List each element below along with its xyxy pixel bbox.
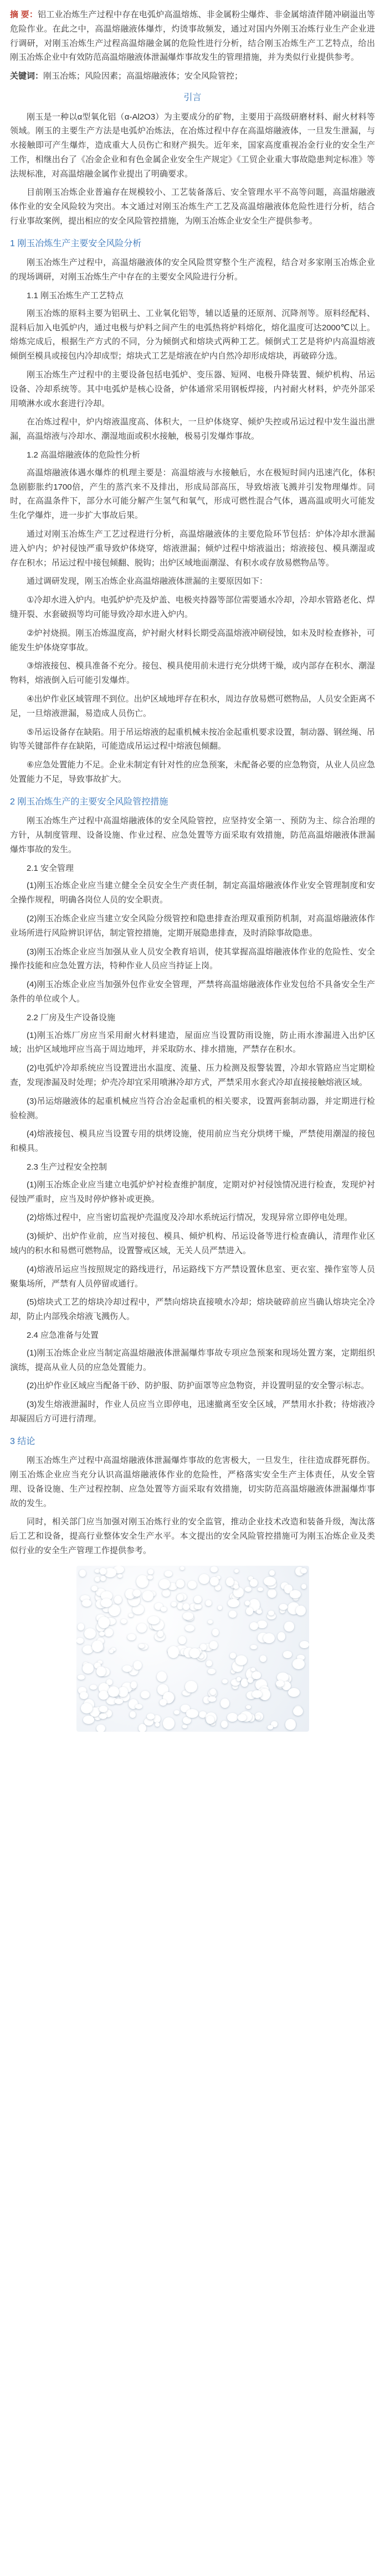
granule: [183, 1717, 191, 1724]
granule: [98, 1617, 110, 1628]
subsection-title: 1.1 刚玉冶炼生产工艺特点: [27, 290, 124, 300]
paragraph: ③熔液接包、模具准备不充分。接包、模具使用前未进行充分烘烤干燥，或内部存在积水、潮湿物料，熔液倒入后可能引发爆炸。: [10, 661, 375, 685]
section-paragraph: 刚玉冶炼生产过程中高温熔融液体的安全风险管控，应坚持安全第一、预防为主、综合治理的方针，从制度管理、设备设施、作业过程、应急处置等方面采取有效措施，防范高温熔融液体泄漏爆炸事故的发生。: [10, 816, 375, 854]
granule: [178, 1636, 186, 1644]
granule: [163, 1717, 174, 1730]
paragraph: (1)刚玉冶炼企业应当建立健全全员安全生产责任制，制定高温熔融液体作业安全管理制度和安全操作规程，明确各岗位人员的安全职责。: [10, 881, 375, 905]
granule: [194, 1596, 202, 1603]
granule: [84, 1628, 96, 1639]
section-1: [10, 236, 375, 787]
granule: [148, 1569, 154, 1575]
granule: [228, 1599, 239, 1607]
granule: [168, 1646, 179, 1658]
paragraph: (1)刚玉冶炼厂房应当采用耐火材料建造，屋面应当设置防雨设施，防止雨水渗漏进入出炉区域；出炉区域地坪应当高于周边地坪，并采取防水、排水措施，严禁存在积水。: [10, 1030, 375, 1055]
granule: [183, 1603, 189, 1610]
granule: [109, 1604, 120, 1616]
granule: [100, 1576, 106, 1581]
granule: [185, 1681, 197, 1692]
paragraph: 在冶炼过程中，炉内熔液温度高、体积大，一旦炉体烧穿、倾炉失控或吊运过程中发生溢出泄漏，高温熔液与冷却水、潮湿地面或积水接触，极易引发爆炸事故。: [10, 417, 375, 442]
granule: [194, 1604, 202, 1609]
granule: [131, 1681, 137, 1688]
granule: [268, 1611, 275, 1616]
granule: [99, 1691, 109, 1700]
granule: [235, 1655, 247, 1665]
paragraph: 同时，相关部门应当加强对刚玉冶炼行业的安全监管，推动企业技术改造和装备升级，淘汰落后工艺和设备，提高行业整体安全生产水平。本文提出的安全风险管控措施可为刚玉冶炼企业及类似行业的安全生产管理工作提供参考。: [10, 1517, 375, 1555]
granule: [155, 1722, 160, 1726]
granule: [100, 1568, 106, 1574]
granule: [246, 1607, 253, 1615]
granule: [114, 1596, 122, 1604]
granule: [92, 1640, 104, 1652]
granule: [165, 1571, 172, 1577]
granule: [157, 1671, 167, 1682]
subsection-title: 2.3 生产过程安全控制: [27, 1162, 107, 1172]
paragraph: 刚玉冶炼的原料主要为铝矾土、工业氧化铝等，辅以适量的还原剂、沉降剂等。原料经配料、混料后加入电弧炉内，通过电极与炉料之间产生的电弧热将炉料熔化，熔化温度可达2000℃以上。熔炼完成后，根据生产方式的不同，分为倾倒式和熔块式两种工艺。倾倒式工艺是将炉内高温熔液倾倒至模具或接包内冷却成型；熔块式工艺是熔液在炉内自然冷却形成熔块，再破碎分选。: [10, 308, 375, 361]
granule: [230, 1653, 236, 1658]
granule: [226, 1577, 234, 1586]
granule: [188, 1581, 197, 1590]
granule: [90, 1685, 97, 1690]
granule: [252, 1690, 262, 1698]
granule: [133, 1590, 141, 1597]
granule: [210, 1577, 219, 1586]
granule: [206, 1716, 214, 1724]
paragraph: (2)刚玉冶炼企业应当建立安全风险分级管控和隐患排查治理双重预防机制，对高温熔融液体作业场所进行风险辨识评估，制定管控措施，定期开展隐患排查，及时消除事故隐患。: [10, 913, 375, 938]
paragraph: (3)倾炉、出炉作业前，应当对接包、模具、倾炉机构、吊运设备等进行检查确认，清理作业区域内的积水和易燃可燃物品，设置警戒区域，无关人员严禁进入。: [10, 1232, 375, 1255]
granule: [292, 1659, 305, 1669]
granule: [122, 1665, 132, 1672]
granule: [260, 1655, 266, 1662]
granule: [252, 1671, 261, 1679]
granule: [78, 1675, 84, 1680]
paragraph: (2)出炉作业区域应当配备干砂、防护服、防护面罩等应急物资，并设置明显的安全警示标志。: [27, 1381, 369, 1391]
granule: [186, 1709, 198, 1718]
granule: [81, 1703, 93, 1713]
paragraph: (1)刚玉冶炼企业应当制定高温熔融液体泄漏爆炸事故专项应急预案和现场处置方案，定期组织演练，提高从业人员的应急处置能力。: [10, 1348, 375, 1372]
granule: [95, 1577, 100, 1582]
granule: [221, 1721, 228, 1728]
granule: [268, 1725, 273, 1729]
granule: [208, 1696, 216, 1702]
granule: [208, 1669, 215, 1674]
paragraph: (3)刚玉冶炼企业应当加强从业人员安全教育培训，使其掌握高温熔融液体作业的危险性、安全操作技能和应急处置方法，特种作业人员应当持证上岗。: [10, 947, 375, 971]
granule: [177, 1603, 183, 1609]
granule: [279, 1604, 288, 1610]
abstract: [10, 8, 375, 65]
granule: [162, 1590, 171, 1597]
paragraph: ⑥应急处置能力不足。企业未制定有针对性的应急预案，未配备必要的应急物资，从业人员应急处置能力不足，导致事故扩大。: [10, 760, 375, 784]
keywords-label: 关键词：: [10, 71, 44, 81]
paragraph: (1)刚玉冶炼企业应当建立电弧炉炉衬检查维护制度，定期对炉衬侵蚀情况进行检查，发现炉衬侵蚀严重时，应当及时停炉修补或更换。: [10, 1180, 375, 1204]
granule: [206, 1600, 212, 1606]
granule: [174, 1710, 179, 1715]
granule: [121, 1619, 127, 1624]
granule: [237, 1677, 241, 1681]
granule: [76, 1638, 84, 1644]
granule: [199, 1574, 209, 1584]
paragraph: 通过对刚玉冶炼生产工艺过程进行分析，高温熔融液体的主要危险环节包括：炉体冷却水泄漏进入炉内；炉衬侵蚀严重导致炉体烧穿，熔液泄漏；倾炉过程中熔液溢出；熔液接包、模具潮湿或存在积水；吊运过程中接包倾翻、脱钩；出炉区域地面潮湿、有积水或存放易燃物品等。: [10, 529, 375, 568]
granule: [234, 1569, 239, 1573]
granule: [182, 1725, 187, 1728]
paragraph: 通过调研发现，刚玉冶炼企业高温熔融液体泄漏的主要原因如下：: [27, 577, 268, 586]
granule: [108, 1686, 119, 1697]
granule: [160, 1699, 167, 1706]
granule: [222, 1679, 228, 1684]
section-title: 3 结论: [10, 1436, 35, 1446]
granule: [227, 1713, 238, 1721]
granule: [80, 1692, 88, 1699]
subsection-title: 2.1 安全管理: [27, 863, 74, 873]
section-title: 1 刚玉冶炼生产主要安全风险分析: [10, 238, 142, 248]
granule: [141, 1691, 150, 1699]
granule: [218, 1606, 222, 1611]
granule: [296, 1606, 306, 1616]
subsection-title: 2.2 厂房及生产设备设施: [27, 1012, 116, 1022]
granule: [83, 1716, 94, 1723]
granule: [293, 1707, 303, 1716]
paragraph: (3)发生熔液泄漏时，作业人员应当立即停电，迅速撤离至安全区域，严禁用水扑救；待熔液冷却凝固后方可进行清理。: [10, 1400, 375, 1424]
granule: [212, 1629, 219, 1636]
granule: [161, 1607, 167, 1612]
granule: [229, 1611, 237, 1618]
paragraph: (2)电弧炉冷却系统应当设置进出水温度、流量、压力检测及报警装置，冷却水管路应当定期检查，发现渗漏及时处理；炉壳冷却宜采用喷淋冷却方式，严禁采用水套式冷却直接接触熔液区域。: [10, 1063, 375, 1087]
granule: [283, 1651, 292, 1658]
granule: [129, 1613, 134, 1617]
figure: [10, 1566, 375, 1732]
granule: [245, 1587, 251, 1592]
granule: [82, 1599, 91, 1607]
granule: [208, 1620, 212, 1624]
granule: [99, 1713, 107, 1719]
granule: [96, 1725, 105, 1732]
paragraph: ②炉衬烧损。刚玉冶炼温度高，炉衬耐火材料长期受高温熔液冲刷侵蚀，如未及时检查修补，可能发生炉体烧穿事故。: [10, 628, 375, 652]
paragraph: 刚玉冶炼生产过程中高温熔融液体泄漏爆炸事故的危害极大，一旦发生，往往造成群死群伤。刚玉冶炼企业应当充分认识高温熔融液体作业的危险性，严格落实安全生产主体责任，从安全管理、设备设施、生产过程控制、应急处置等方面采取有效措施，切实防范高温熔融液体泄漏爆炸事故的发生。: [10, 1456, 375, 1508]
granule: [136, 1575, 148, 1588]
granule: [137, 1623, 147, 1633]
granule: [233, 1585, 239, 1589]
paragraph: (4)刚玉冶炼企业应当加强外包作业安全管理，严禁将高温熔融液体作业发包给不具备安全生产条件的单位或个人。: [10, 980, 375, 1004]
granule: [134, 1661, 142, 1670]
granule: [171, 1602, 176, 1607]
granule: [157, 1630, 163, 1637]
corundum-granules-image: [76, 1566, 309, 1732]
granule: [250, 1622, 259, 1630]
granule: [250, 1645, 257, 1650]
granule: [258, 1587, 263, 1591]
paragraph: 高温熔融液体遇水爆炸的机理主要是：高温熔液与水接触后，水在极短时间内迅速汽化，体积急剧膨胀约1700倍，产生的蒸汽来不及排出，形成局部高压，导致熔液飞溅并引发物理爆炸。同时，在高温条件下，部分水可能分解产生氢气和氧气，形成可燃性混合气体，遇高温或明火可能发生化学爆炸，进一步扩大事故后果。: [10, 468, 375, 521]
granule: [79, 1570, 86, 1577]
granule: [101, 1598, 112, 1607]
paragraph: ④出炉作业区域管理不到位。出炉区域地坪存在积水，周边存放易燃可燃物品，人员安全距离不足，一旦熔液泄漏，易造成人员伤亡。: [10, 694, 375, 718]
granule: [130, 1711, 136, 1718]
granule: [300, 1641, 309, 1648]
granule: [278, 1632, 285, 1641]
section-3: [10, 1434, 375, 1558]
intro-body: [10, 110, 375, 228]
granule: [176, 1580, 184, 1588]
granule: [132, 1604, 143, 1614]
granule: [99, 1632, 105, 1636]
granule: [246, 1705, 251, 1709]
granule: [78, 1623, 84, 1630]
granule: [83, 1663, 94, 1673]
paragraph: ①冷却水进入炉内。电弧炉炉壳及炉盖、电极夹持器等部位需要通水冷却，冷却水管路老化、焊缝开裂、水套破损等均可能导致冷却水进入炉内。: [10, 595, 375, 619]
paragraph: (2)熔炼过程中，应当密切监视炉壳温度及冷却水系统运行情况，发现异常立即停电处理。: [27, 1213, 353, 1223]
granule: [118, 1687, 127, 1697]
intro-paragraph: 目前刚玉冶炼企业普遍存在规模较小、工艺装备落后、安全管理水平不高等问题，高温熔融液体作业的安全风险较为突出。本文通过对刚玉冶炼生产工艺及高温熔融液体危险性进行分析，结合行业事故案例，提出相应的安全风险管控措施，为刚玉冶炼企业安全生产提供参考。: [10, 188, 375, 226]
granule: [290, 1590, 300, 1599]
intro-paragraph: 刚玉是一种以α型氧化铝（α-Al2O3）为主要成分的矿物，主要用于高级研磨材料、耐火材料等领域。刚玉的主要生产方法是电弧炉冶炼法，在冶炼过程中存在高温熔融液体，一旦发生泄漏，与水接触即可产生爆炸，造成重大人员伤亡和财产损失。近年来，国家高度重视冶金行业的安全生产工作，相继出台了《冶金企业和有色金属企业安全生产规定》《工贸企业重大事故隐患判定标准》等法规标准，对高温熔融金属作业提出了明确要求。: [10, 112, 375, 179]
paragraph: (4)熔液吊运应当按照规定的路线进行，吊运路线下方严禁设置休息室、更衣室、操作室等人员聚集场所，严禁有人员停留或通行。: [10, 1264, 375, 1289]
granule: [220, 1699, 229, 1708]
granule: [268, 1589, 276, 1598]
granule: [138, 1644, 144, 1648]
section-paragraph: 刚玉冶炼生产过程中，高温熔融液体的安全风险贯穿整个生产流程，结合对多家刚玉冶炼企业的现场调研，对刚玉冶炼生产中存在的主要安全风险进行分析。: [10, 258, 375, 282]
section-2: [10, 794, 375, 1426]
paragraph: (3)吊运熔融液体的起重机械应当符合冶金起重机的相关要求，设置两套制动器，并定期进行检验检测。: [10, 1096, 375, 1120]
section-title: 2 刚玉冶炼生产的主要安全风险管控措施: [10, 797, 168, 807]
granule: [117, 1574, 122, 1578]
intro-title: 引言: [183, 92, 202, 102]
granule: [138, 1724, 147, 1731]
granule: [104, 1628, 113, 1637]
granule: [256, 1609, 262, 1614]
granule: [148, 1616, 160, 1624]
granule: [288, 1688, 300, 1697]
subsection-title: 2.4 应急准备与处置: [27, 1330, 99, 1340]
granule: [264, 1577, 276, 1586]
granule: [269, 1570, 275, 1576]
paragraph: 刚玉冶炼生产过程中的主要设备包括电弧炉、变压器、短网、电极升降装置、倾炉机构、吊运设备、冷却系统等。其中电弧炉是核心设备，炉体通常采用钢板焊接，内衬耐火材料，炉壳外部采用喷淋水或水套进行冷却。: [10, 370, 375, 408]
paragraph: ⑤吊运设备存在缺陷。用于吊运熔液的起重机械未按冶金起重机要求设置，制动器、钢丝绳、吊钩等关键部件存在缺陷，可能造成吊运过程中熔液包倾翻。: [10, 727, 375, 751]
granule: [255, 1715, 261, 1720]
granule: [301, 1584, 306, 1589]
granule: [104, 1568, 116, 1577]
granule: [135, 1704, 142, 1709]
paragraph: (5)熔块式工艺的熔块冷却过程中，严禁向熔块直接喷水冷却；熔块破碎前应当确认熔块完全冷却，防止内部残余熔液飞溅伤人。: [10, 1297, 375, 1322]
granule: [238, 1714, 247, 1721]
subsection-title: 1.2 高温熔融液体的危险性分析: [27, 450, 141, 460]
granule: [127, 1634, 135, 1640]
paragraph: (4)熔液接包、模具应当设置专用的烘烤设施，使用前应当充分烘烤干燥，严禁使用潮湿的接包和模具。: [10, 1129, 375, 1154]
granule: [147, 1575, 153, 1579]
granule: [215, 1585, 221, 1590]
granule: [83, 1645, 93, 1654]
granule: [301, 1568, 307, 1573]
granule: [185, 1625, 194, 1632]
granule: [211, 1566, 218, 1572]
granule: [142, 1591, 153, 1601]
abstract-text: 铝工业冶炼生产过程中存在电弧炉高温熔炼、非金属粉尘爆炸、非金属熔渣伴随冲刷溢出等危险作业。在此之中，高温熔融液体爆炸，灼烫事故频发，通过对国内外刚玉冶炼行业生产企业进行调研，对刚玉冶炼生产过程高温熔融金属的危险性进行分析，结合刚玉冶炼生产工艺特点，给出刚玉冶炼企业中有效防范高温熔融液体泄漏爆炸事故发生的管理措施，并为类似行业提供参考。: [10, 10, 375, 63]
granule: [210, 1689, 216, 1695]
keywords: [10, 69, 375, 84]
granule: [147, 1713, 154, 1720]
granule: [248, 1677, 253, 1683]
granule: [284, 1622, 294, 1631]
granule: [177, 1594, 183, 1601]
abstract-label: 摘 要：: [10, 10, 38, 19]
granule: [263, 1633, 275, 1643]
granule: [206, 1660, 212, 1666]
granule: [109, 1649, 114, 1653]
granule: [257, 1621, 266, 1628]
granule: [250, 1579, 258, 1587]
granule: [115, 1699, 123, 1704]
granule: [209, 1641, 217, 1649]
granule: [180, 1566, 184, 1570]
keywords-text: 刚玉冶炼；风险因素；高温熔融液体；安全风险管控；: [43, 71, 243, 81]
granule: [285, 1719, 296, 1730]
